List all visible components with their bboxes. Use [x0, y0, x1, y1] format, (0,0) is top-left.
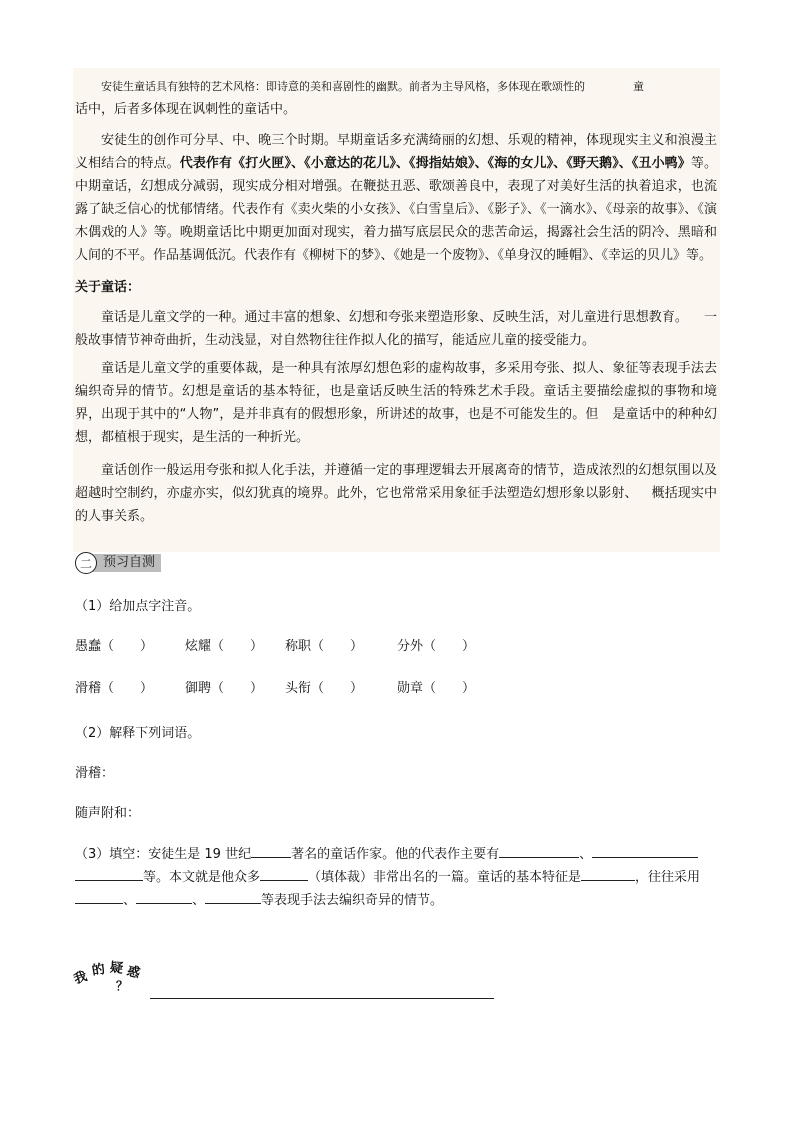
- question-1-prompt: （1）给加点字注音。: [75, 599, 201, 614]
- pinyin-item: 愚蠢（ ）: [75, 639, 154, 654]
- svg-text:？: ？: [116, 979, 129, 993]
- svg-text:疑: 疑: [109, 960, 124, 977]
- pinyin-item: 称职（ ）: [285, 639, 364, 654]
- early-works-list: 代表作有《打火匣》、《小意达的花儿》、《拇指姑娘》、《海的女儿》、《野天鹅》、《丑小鸭》: [179, 156, 691, 171]
- answer-blank[interactable]: [581, 866, 635, 881]
- pinyin-row-1: [75, 637, 507, 657]
- pinyin-item: 分外（ ）: [397, 639, 476, 654]
- answer-blank[interactable]: [251, 843, 291, 858]
- style-paragraph: 安徒生童话具有独特的艺术风格：即诗意的美和喜剧性的幽默。前者为主导风格，多体现在歌颂性的 童: [101, 80, 644, 93]
- pinyin-row-2: [75, 679, 507, 699]
- section-title: [75, 551, 161, 575]
- term-huaji: 滑稽：: [75, 766, 115, 781]
- pinyin-item: 滑稽（ ）: [75, 681, 154, 696]
- question-2-prompt: （2）解释下列词语。: [75, 726, 201, 741]
- pinyin-item: 御聘（ ）: [185, 681, 264, 696]
- doubt-answer-line[interactable]: [150, 998, 494, 999]
- section-title-label: 预习自测: [91, 554, 161, 572]
- answer-blank[interactable]: [75, 889, 123, 904]
- question-3-fill: （3）填空：安徒生是 19 世纪 著名的童话作家。他的代表作主要有 、 等。本文就是他众多 （填体裁）非常出名的一篇。童话的基本特征是 ，往往采用 、 、 等表现手法去编织奇异的情节。: [75, 843, 725, 912]
- pinyin-item: 勋章（ ）: [397, 681, 476, 696]
- answer-blank[interactable]: [205, 889, 261, 904]
- answer-blank[interactable]: [260, 866, 308, 881]
- answer-blank[interactable]: [75, 866, 143, 881]
- about-paragraph-3: 童话创作一般运用夸张和拟人化手法，并遵循一定的事理逻辑去开展离奇的情节，造成浓烈的幻想氛围以及超越时空制约，亦虚亦实，似幻犹真的境界。此外，它也常常采用象征手法塑造幻想形象以影射、 概括现实中的人事关系。: [75, 463, 717, 524]
- about-paragraph-2: 童话是儿童文学的重要体裁，是一种具有浓厚幻想色彩的虚构故事，多采用夸张、拟人、象征等表现手法去编织奇异的情节。幻想是童话的基本特征，也是童话反映生活的特殊艺术手段。童话主要描绘虚拟的事物和境界，出现于其中的“人物”，是并非真有的假想形象，所讲述的故事，也是不可能发生的。但 是童话中的种种幻想，都植根于现实，是生活的一种折光。: [75, 361, 717, 445]
- section-number-badge: 二: [75, 552, 97, 574]
- svg-text:惑: 惑: [125, 963, 142, 982]
- my-doubts-logo: [72, 956, 162, 994]
- style-paragraph-cont: 话中，后者多体现在讽刺性的童话中。: [75, 102, 297, 117]
- answer-blank[interactable]: [592, 843, 698, 858]
- about-heading: 关于童话：: [75, 280, 141, 295]
- svg-text:我: 我: [72, 969, 90, 988]
- svg-text:的: 的: [90, 961, 107, 979]
- about-paragraph-1: 童话是儿童文学的一种。通过丰富的想象、幻想和夸张来塑造形象、反映生活，对儿童进行思想教育。 一般故事情节神奇曲折，生动浅显，对自然物往往作拟人化的描写，能适应儿童的接受能力。: [75, 310, 717, 348]
- pinyin-item: 头衔（ ）: [285, 681, 364, 696]
- term-suishengfuhe: 随声附和：: [75, 806, 141, 821]
- periods-paragraph: 安徒生的创作可分早、中、晚三个时期。早期童话多充满绮丽的幻想、乐观的精神，体现现实主义和浪漫主义相结合的特点。代表作有《打火匣》、《小意达的花儿》、《拇指姑娘》、《海的女儿》、《野天鹅》、《丑小鸭》等。中期童话，幻想成分减弱，现实成分相对增强。在鞭挞丑恶、歌颂善良中，表现了对美好生活的执着追求，也流露了缺乏信心的忧郁情绪。代表作有《卖火柴的小女孩》、《白雪皇后》、《影子》、《一滴水》、《母亲的故事》、《演木偶戏的人》等。晚期童话比中期更加面对现实，着力描写底层民众的悲苦命运，揭露社会生活的阴冷、黑暗和人间的不平。作品基调低沉。代表作有《柳树下的梦》、《她是一个废物》、《单身汉的睡帽》、《幸运的贝儿》等。: [75, 133, 717, 263]
- pinyin-item: 炫耀（ ）: [185, 639, 264, 654]
- answer-blank[interactable]: [136, 889, 192, 904]
- answer-blank[interactable]: [499, 843, 579, 858]
